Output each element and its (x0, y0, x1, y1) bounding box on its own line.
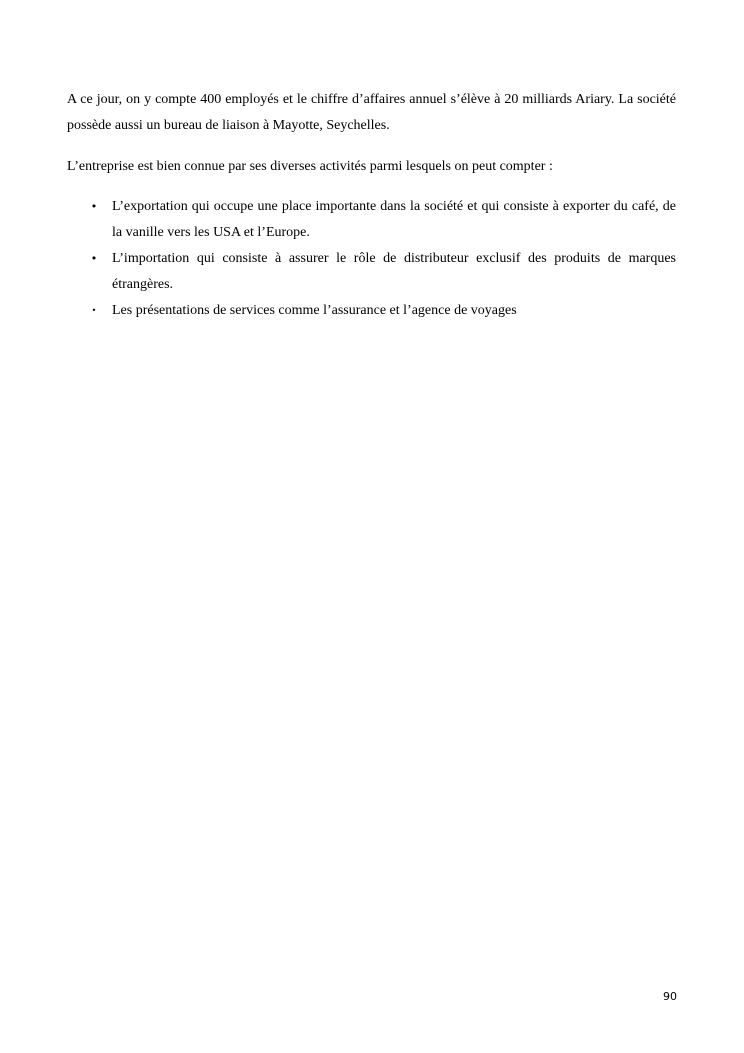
paragraph-employees-revenue: A ce jour, on y compte 400 employés et le chiffre d’affaires annuel s’élève à 20 milliards Ariary. La société possède aussi un bureau de liaison à Mayotte, Seychelles. (67, 92, 676, 133)
page-content (67, 87, 676, 324)
list-item-text: Les présentations de services comme l’assurance et l’agence de voyages (112, 303, 517, 318)
list-item-text: L’exportation qui occupe une place importante dans la société et qui consiste à exporter du café, de la vanille vers les USA et l’Europe. (112, 199, 676, 240)
activities-list (67, 194, 676, 324)
paragraph-activities-intro: L’entreprise est bien connue par ses diverses activités parmi lesquels on peut compter : (67, 159, 553, 174)
bullet-icon: • (90, 200, 98, 213)
bullet-icon: • (90, 252, 98, 265)
list-item-export (67, 194, 676, 246)
list-item-import (67, 246, 676, 298)
list-item-services (67, 298, 676, 324)
bullet-icon: • (91, 306, 97, 315)
list-item-text: L’importation qui consiste à assurer le rôle de distributeur exclusif des produits de marques étrangères. (112, 251, 676, 292)
page-number: 90 (663, 990, 677, 1003)
